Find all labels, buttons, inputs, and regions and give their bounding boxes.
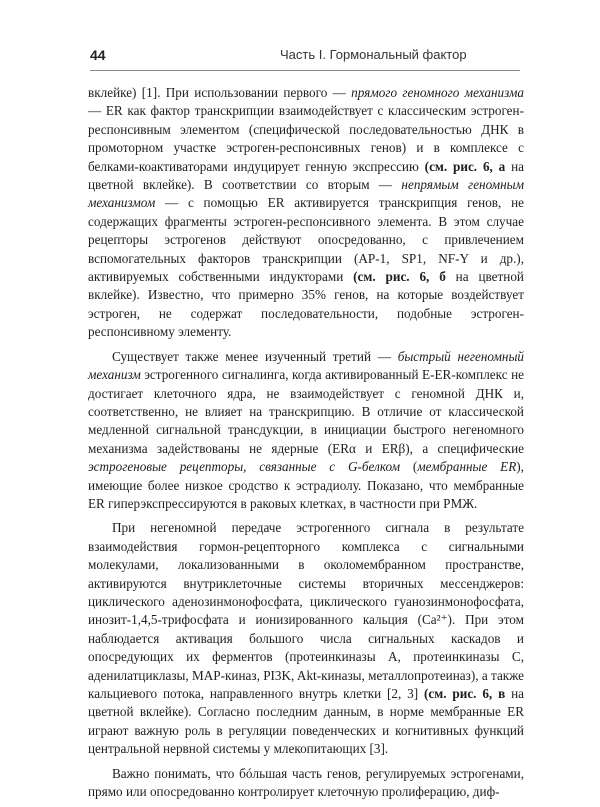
text-run: на цветной вклейке). В соответствии со вторым — xyxy=(88,158,525,193)
text-run: — ER как фактор транскрипции взаимодействует с классическим эстроген-респонсивным элементом (специфической последовательностью ДНК в промоторном участке эстроген-респонсивных генов) и в комплексе с белками-коактиваторами индуцирует генную экспрессию xyxy=(88,103,524,174)
text-run: эстрогенного сигналинга, когда активированный E-ER-комплекс не достигает клеточного ядра, не взаимодействует с геномной ДНК и, соответственно, не влияет на транскрипцию. В отличие от классической медленной сигнальной трансдукции, в инициации быстрого негеномного механизма задействованы не ядерные (ERα и ERβ), а специфические xyxy=(88,367,524,456)
text-run: ( xyxy=(400,459,418,475)
emphasis-term: прямого геномного механизма xyxy=(351,85,524,100)
page-number: 44 xyxy=(90,47,106,63)
running-title: Часть I. Гормональный фактор xyxy=(280,47,467,62)
text-run: ), имеющие более низкое сродство к эстрадиолу. Показано, что мембранные ER гиперэкспрессируются в раковых клетках, в частности при РМЖ. xyxy=(88,459,524,511)
emphasis-term: быстрый негеномный механизм xyxy=(88,348,524,383)
emphasis-term: мембранные ER xyxy=(417,459,517,475)
text-run: на цветной вклейке). Известно, что примерно 35% генов, на которые воздействует эстроген, не содержат последовательности, подобные эстроген-респонсивному элементу. xyxy=(88,269,524,340)
paragraph xyxy=(88,519,524,758)
paragraph xyxy=(88,348,524,514)
emphasis-term: эстрогеновые рецепторы, связанные с G-белком xyxy=(88,459,401,475)
page-header xyxy=(90,44,520,74)
text-run: — с помощью ER активируется транскрипция генов, не содержащих фрагменты эстроген-респонсивного элемента. В этом случае рецепторы эстрогенов действуют опосредованно, с привлечением вспомогательных факторов транскрипции (AP-1, SP1, NF-Y и др.), активируемых собственными индукторами xyxy=(88,195,524,285)
figure-reference: (см. рис. 6, в xyxy=(424,686,506,701)
body-text xyxy=(88,84,524,807)
text-run: на цветной вклейке). Согласно последним данным, в норме мембранные ER играют важную роль в регуляции поведенческих и когнитивных функций центральной нервной системы у млекопитающих [3]. xyxy=(88,686,524,757)
text-run: Существует также менее изученный третий — xyxy=(112,348,398,364)
paragraph xyxy=(88,765,524,802)
figure-reference: (см. рис. 6, а xyxy=(424,158,506,174)
text-run: вклейке) [1]. При использовании первого — xyxy=(88,85,352,100)
emphasis-term: непрямым геномным механизмом xyxy=(88,177,524,211)
header-rule xyxy=(90,70,520,71)
text-run: При негеномной передаче эстрогенного сигнала в результате взаимодействия гормон-рецепторного комплекса с сигнальными молекулами, локализованными в околомембранном пространстве, активируются внутриклеточные системы вторичных мессенджеров: циклического аденозинмонофосфата, циклического гуанозинмонофосфата, инозит-1,4,5-трифосфата и ионизированного кальция (Ca²⁺). При этом наблюдается активация большого числа сигнальных каскадов и опосредующих их ферментов (протеинкиназы A, протеинкиназы C, аденилатциклазы, MAP-киназ, PI3K, Akt-киназы, металлопротеиназ), а также кальциевого потока, направленного внутрь клетки [2, 3] xyxy=(88,520,524,701)
paragraph xyxy=(88,84,524,342)
figure-reference: (см. рис. 6, б xyxy=(353,269,446,285)
text-run: Важно понимать, что бóльшая часть генов, регулируемых эстрогенами, прямо или опосредованно контролирует клеточную пролиферацию, диф- xyxy=(88,765,524,800)
